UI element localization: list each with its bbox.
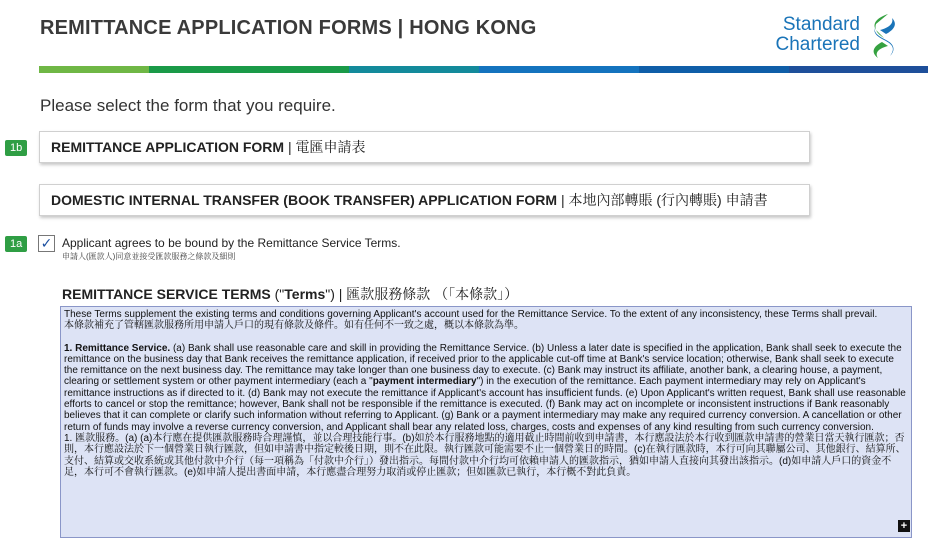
section-1-title: 1. Remittance Service.: [64, 342, 171, 354]
color-bar-segment: [39, 66, 149, 73]
form-label-zh: | 本地內部轉賬 (行內轉賬) 申請書: [557, 192, 768, 208]
terms-textarea[interactable]: [60, 306, 912, 538]
agree-terms-checkbox[interactable]: ✓: [38, 235, 55, 252]
terms-heading: [62, 284, 518, 304]
remittance-application-form-button[interactable]: [39, 131, 810, 163]
terms-intro-zh: 本條款補充了管轄匯款服務所用申請人戶口的現有條款及條件。如有任何不一致之處，概以本條款為準。: [64, 320, 524, 332]
step-tag-1a: 1a: [5, 236, 27, 252]
form-label-en: DOMESTIC INTERNAL TRANSFER (BOOK TRANSFER) APPLICATION FORM: [51, 192, 558, 208]
brand-color-bar: [39, 66, 928, 73]
terms-intro-en: These Terms supplement the existing terms and conditions governing Applicant's account used for the Remittance Service. To the extent of any inconsistency, these Terms shall prevail.: [64, 309, 878, 320]
color-bar-segment: [479, 66, 639, 73]
form-label-zh: | 電匯申請表: [284, 139, 366, 155]
terms-section-1: [64, 343, 908, 433]
page-title: REMITTANCE APPLICATION FORMS | HONG KONG: [40, 17, 537, 39]
color-bar-segment: [789, 66, 928, 73]
logo-wordmark: [768, 15, 860, 55]
section-1-text-b: ") in the execution of the remittance. Each payment intermediary may rely on Applicant's remittance instructions as if directed to it. (d) Bank may not execute the remittance if Applicant's account has insufficient funds. (e) Upon Applicant's written request, Bank shall use reasonable efforts to cancel or stop the remittance; however, Bank shall not be responsible if the remittance is executed. (f) Bank may act on incomplete or inconsistent instructions if Bank reasonably believes that it can complete or clarify such information without referring to Applicant. (g) Bank or a payment intermediary may make any required currency conversion. A cancellation or other return of funds may involve a reverse currency conversion, and Applicant shall bear any related loss, charges, costs and expenses of any kind resulting from such currency conversion.: [64, 376, 906, 433]
form-label-en: REMITTANCE APPLICATION FORM: [51, 139, 285, 155]
terms-heading-title: REMITTANCE SERVICE TERMS: [62, 286, 271, 302]
logo-line-2: Chartered: [775, 34, 860, 55]
logo-ribbon-icon: [866, 12, 900, 60]
section-1-text-a: (a) Bank shall use reasonable care and skill in providing the Remittance Service. (b) Unless a later date is specified in the application, Bank shall seek to execute the remittance on the business day that Bank receives the remittance application, if received prior to the applicable cut-off time at Bank's service location; otherwise, Bank shall seek to execute the remittance on the next business day. The remittance may take longer than one business day to execute. (c) Bank may instruct its affiliate, another bank, a clearing house, a payment, clearing or settlement system or other payment intermediary (each a ": [64, 342, 902, 388]
agree-terms-label: Applicant agrees to be bound by the Remittance Service Terms.: [62, 236, 401, 250]
agree-terms-label-zh: 申請人(匯款人)同意並接受匯款服務之條款及細則: [62, 252, 236, 261]
domestic-transfer-form-button[interactable]: [39, 184, 810, 216]
terms-heading-zh: ") | 匯款服務條款 （「本條款」）: [325, 286, 519, 302]
logo-line-1: Standard: [782, 14, 860, 35]
paragraph-gap: [64, 332, 908, 343]
color-bar-segment: [149, 66, 349, 73]
standard-chartered-logo: [768, 12, 903, 62]
step-tag-1b: 1b: [5, 140, 27, 156]
terms-section-1-zh: 1. 匯款服務。(a) (a)本行應在提供匯款服務時合理謹慎，並以合理技能行事。(b)如於本行服務地點的適用截止時間前收到申請書，本行應設法於本行收到匯款申請書的營業日當天執行匯款；否則，本行應設法於下一個營業日執行匯款，但如申請書中指定較後日期，則不在此限。執行匯款可能需要不止一個營業日的時間。(c)在執行匯款時，本行可向其聯屬公司、其他銀行、結算所、支付、結算或交收系統或其他付款中介行（每一項稱為「付款中介行」）發出指示。每間付款中介行均可依賴申請人的匯款指示，猶如申請人直接向其發出該指示。(d)如申請人戶口的資金不足，本行可不會執行匯款。(e)如申請人提出書面申請，本行應盡合理努力取消或停止匯款；但如匯款已執行，本行概不對此負責。: [64, 432, 906, 478]
terms-heading-open: (": [270, 286, 285, 302]
color-bar-segment: [639, 66, 789, 73]
instruction-text: Please select the form that you require.: [40, 96, 336, 115]
resize-handle-icon[interactable]: +: [898, 520, 910, 532]
terms-heading-defined: Terms: [284, 286, 326, 302]
color-bar-segment: [349, 66, 479, 73]
section-1-defined-term: payment intermediary: [372, 376, 477, 388]
